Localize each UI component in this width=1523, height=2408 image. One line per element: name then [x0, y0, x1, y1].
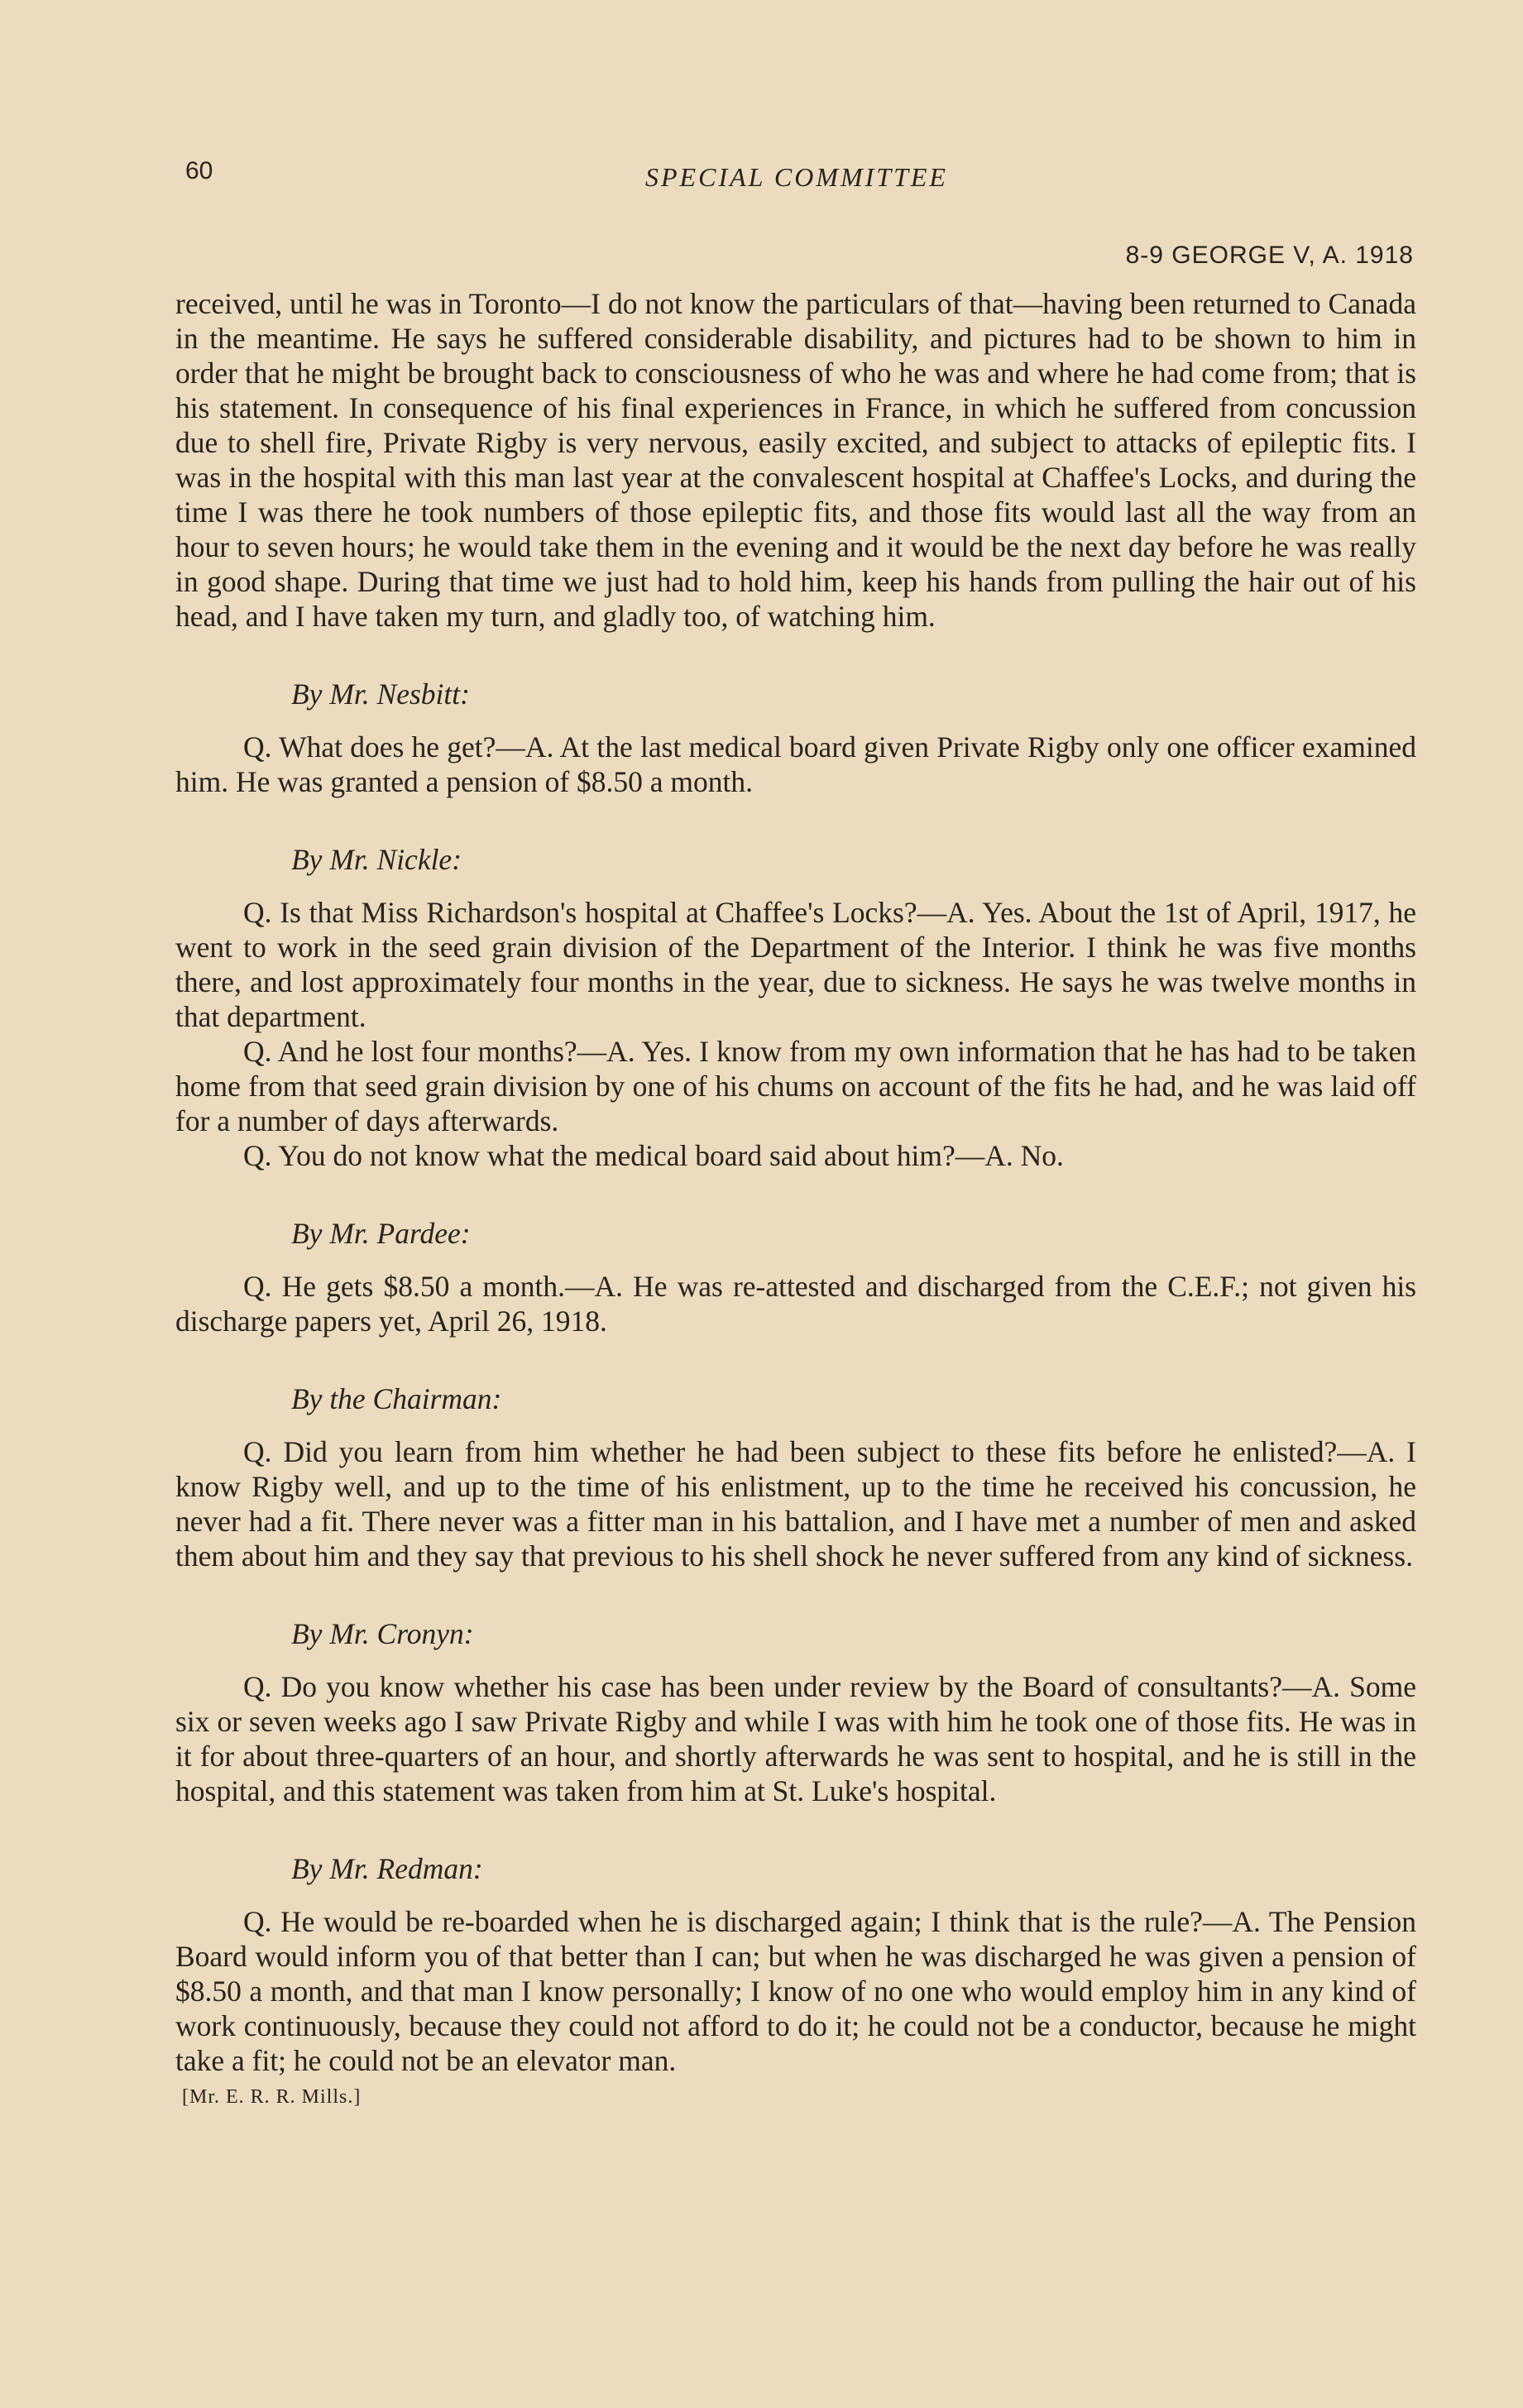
speaker-heading: By Mr. Nesbitt:	[291, 677, 470, 711]
speaker-heading: By Mr. Nickle:	[291, 843, 462, 876]
paragraph: received, until he was in Toronto—I do not know the particulars of that—having been returned to Canada in the meantime. He says he suffered considerable disability, and pictures had to be shown to him in order that he might be brought back to consciousness of who he was and where he had come from; that is his statement. In consequence of his final experiences in France, in which he suffered from concussion due to shell fire, Private Rigby is very nervous, easily excited, and subject to attacks of epileptic fits. I was in the hospital with this man last year at the convalescent hospital at Chaffee's Locks, and during the time I was there he took numbers of those epileptic fits, and those fits would last all the way from an hour to seven hours; he would take them in the evening and it would be the next day before he was really in good shape. During that time we just had to hold him, keep his hands from pulling the hair out of his head, and I have taken my turn, and gladly too, of watching him.	[175, 287, 1416, 633]
body-text	[175, 286, 1416, 2109]
speaker-heading: By the Chairman:	[291, 1382, 502, 1415]
speaker-heading: By Mr. Cronyn:	[291, 1617, 474, 1650]
running-title: SPECIAL COMMITTEE	[645, 162, 948, 192]
session-label: 8-9 GEORGE V, A. 1918	[1125, 242, 1414, 269]
question-answer: Q. He would be re-boarded when he is discharged again; I think that is the rule?—A. The Pension Board would inform you of that better than I can; but when he was discharged he was given a pension of $8.50 a month, and that man I know personally; I know of no one who would employ him in any kind of work continuously, because they could not afford to do it; he could not be a conductor, because he might take a fit; he could not be an elevator man.	[175, 1905, 1416, 2077]
question-answer: Q. Did you learn from him whether he had been subject to these fits before he enlisted?—A. I know Rigby well, and up to the time of his enlistment, up to the time he received his concussion, he never had a fit. There never was a fitter man in his battalion, and I have met a number of men and asked them about him and they say that previous to his shell shock he never suffered from any kind of sickness.	[175, 1435, 1416, 1573]
speaker-heading: By Mr. Redman:	[291, 1852, 483, 1885]
question-answer: Q. Is that Miss Richardson's hospital at Chaffee's Locks?—A. Yes. About the 1st of April, 1917, he went to work in the seed grain division of the Department of the Interior. I think he was five months there, and lost approximately four months in the year, due to sickness. He says he was twelve months in that department.	[175, 896, 1416, 1033]
question-answer: Q. He gets $8.50 a month.—A. He was re-attested and discharged from the C.E.F.; not given his discharge papers yet, April 26, 1918.	[175, 1270, 1416, 1338]
question-answer: Q. You do not know what the medical board said about him?—A. No.	[243, 1139, 1064, 1172]
question-answer: Q. And he lost four months?—A. Yes. I know from my own information that he has had to be taken home from that seed grain division by one of his chums on account of the fits he had, and he was laid off for a number of days afterwards.	[175, 1035, 1416, 1137]
question-answer: Q. What does he get?—A. At the last medical board given Private Rigby only one officer examined him. He was granted a pension of $8.50 a month.	[175, 730, 1416, 798]
question-answer: Q. Do you know whether his case has been under review by the Board of consultants?—A. Some six or seven weeks ago I saw Private Rigby and while I was with him he took one of those fits. He was in it for about three-quarters of an hour, and shortly afterwards he was sent to hospital, and he is still in the hospital, and this statement was taken from him at St. Luke's hospital.	[175, 1670, 1416, 1807]
page-number: 60	[185, 157, 213, 184]
speaker-attribution: [Mr. E. R. R. Mills.]	[182, 2086, 362, 2108]
speaker-heading: By Mr. Pardee:	[291, 1217, 471, 1250]
